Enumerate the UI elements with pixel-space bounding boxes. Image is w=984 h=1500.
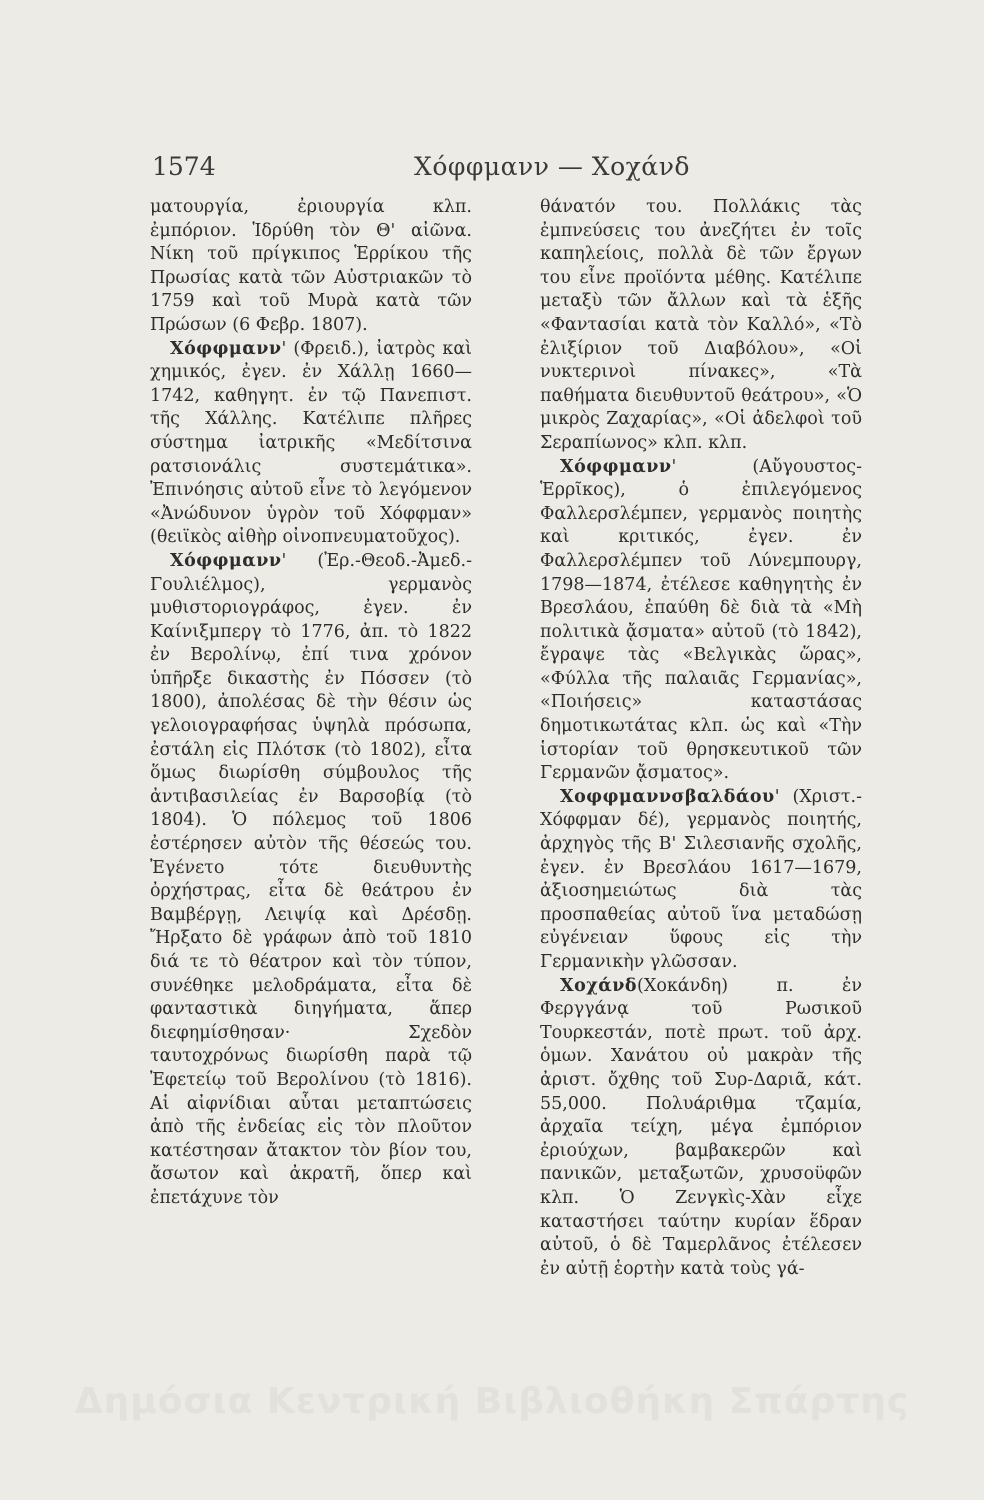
left-column bbox=[150, 196, 472, 1211]
entry-headword: Χοχάνδ bbox=[560, 975, 638, 996]
entry-hoffmann-eta: Χόφφμανν' (Ἐρ.-Θεοδ.-Ἀμεδ.-Γουλιέλμος), γερμανὸς μυθιστοριογράφος, ἐγεν. ἐν Καίνιξμπεργ τὸ 1776, ἀπ. τὸ 1822 ἐν Βερολίνῳ, ἐπί τινα χρόνον ὑπῆρξε δικαστὴς ἐν Πόσσεν (τὸ 1800), ἀπολέσας δὲ τὴν θέσιν ὡς γελοιογραφήσας ὑψηλὰ πρόσωπα, ἐστάλη εἰς Πλότσκ (τὸ 1802), εἶτα ὅμως διωρίσθη σύμβουλος τῆς ἀντιβασιλείας ἐν Βαρσοβίᾳ (τὸ 1804). Ὁ πόλεμος τοῦ 1806 ἐστέρησεν αὐτὸν τῆς θέσεώς του. Ἐγένετο τότε διευθυντὴς ὀρχήστρας, εἶτα δὲ θεάτρου ἐν Βαμβέργῃ, Λειψίᾳ καὶ Δρέσδῃ. Ἤρξατο δὲ γράφων ἀπὸ τοῦ 1810 διά τε τὸ θέατρον καὶ τὸν τύπον, συνέθηκε μελοδράματα, εἶτα δὲ φανταστικὰ διηγήματα, ἅπερ διεφημίσθησαν· Σχεδὸν ταυτοχρόνως διωρίσθη παρὰ τῷ Ἐφετείῳ τοῦ Βερολίνου (τὸ 1816). Αἱ αἰφνίδιαι αὗται μεταπτώσεις ἀπὸ τῆς ἐνδείας εἰς τὸν πλοῦτον κατέστησαν ἄτακτον τὸν βίον του, ἄσωτον καὶ ἀκρατῆ, ὅπερ καὶ ἐπετάχυνε τὸν bbox=[150, 550, 472, 1208]
entry-text: (Φρειδ.), ἰατρὸς καὶ χημικός, ἐγεν. ἐν Χάλλῃ 1660—1742, καθηγητ. ἐν τῷ Πανεπιστ. τῆς Χάλλης. Κατέλιπε πλῆρες σύστημα ἰατρικῆς «Μεδίτσινα ρατσιονάλις συστεμάτικα». Ἐπινόησις αὐτοῦ εἶνε τὸ λεγόμενον «Ἀνώδυνον ὑγρὸν τοῦ Χόφφμαν» (θειϊκὸς αἰθὴρ οἰνοπνευματοῦχος). bbox=[150, 338, 473, 548]
entry-khokand bbox=[540, 975, 862, 1282]
entry-headword: Χόφφμανν bbox=[170, 550, 282, 571]
entry-continuation: ματουργία, ἐριουργία κλπ. ἐμπόριον. Ἱδρύθη τὸν Θ' αἰῶνα. Νίκη τοῦ πρίγκιπος Ἑρρίκου τῆς Πρωσίας κατὰ τῶν Αὐστριακῶν τὸ 1759 καὶ τοῦ Μυρὰ κατὰ τῶν Πρώσων (6 Φεβρ. 1807). bbox=[150, 197, 472, 335]
entry-text: (Χριστ.-Χόφφμαν δέ), γερμανὸς ποιητής, ἀρχηγὸς τῆς Β' Σιλεσιανῆς σχολῆς, ἐγεν. ἐν Βρεσλάου 1617—1679, ἀξιοσημειώτως διὰ τὰς προσπαθείας αὐτοῦ ἵνα μεταδώσῃ εὐγένειαν ὕφους εἰς τὴν Γερμανικὴν γλῶσσαν. bbox=[540, 786, 862, 972]
entry-headword: Χόφφμανν bbox=[560, 456, 672, 477]
entry-text: (Ἐρ.-Θεοδ.-Ἀμεδ.-Γουλιέλμος), γερμανὸς μυθιστοριογράφος, ἐγεν. ἐν Καίνιξμπεργ τὸ 1776, ἀπ. τὸ 1822 ἐν Βερολίνῳ, ἐπί τινα χρόνον ὑπῆρξε δικαστὴς ἐν Πόσσεν (τὸ 1800), ἀπολέσας δὲ τὴν θέσιν ὡς γελοιογραφήσας ὑψηλὰ πρόσωπα, ἐστάλη εἰς Πλότσκ (τὸ 1802), εἶτα ὅμως διωρίσθη σύμβουλος τῆς ἀντιβασιλείας ἐν Βαρσοβίᾳ (τὸ 1804). Ὁ πόλεμος τοῦ 1806 ἐστέρησεν αὐτὸν τῆς θέσεώς του. Ἐγένετο τότε διευθυντὴς ὀρχήστρας, εἶτα δὲ θεάτρου ἐν Βαμβέργῃ, Λειψίᾳ καὶ Δρέσδῃ. Ἤρξατο δὲ γράφων ἀπὸ τοῦ 1810 διά τε τὸ θέατρον καὶ τὸν τύπον, συνέθηκε μελοδράματα, εἶτα δὲ φανταστικὰ διηγήματα, ἅπερ διεφημίσθησαν· Σχεδὸν ταυτοχρόνως διωρίσθη παρὰ τῷ Ἐφετείῳ τοῦ Βερολίνου (τὸ 1816). Αἱ αἰφνίδιαι αὗται μεταπτώσεις ἀπὸ τῆς ἐνδείας εἰς τὸν πλοῦτον κατέστησαν ἄτακτον τὸν βίον του, ἄσωτον καὶ ἀκρατῆ, ὅπερ καὶ ἐπετάχυνε τὸν bbox=[150, 550, 472, 1208]
library-watermark: Δημόσια Κεντρική Βιβλιοθήκη Σπάρτης bbox=[74, 1381, 910, 1422]
entry-headword: Χοφφμαννσβαλδάου bbox=[560, 786, 775, 807]
entry-hoffmann-fallersleben: Χόφφμανν' (Αὔγουστος-Ἑρρῖκος), ὁ ἐπιλεγόμενος Φαλλερσλέμπεν, γερμανὸς ποιητὴς καὶ κριτικός, ἐγεν. ἐν Φαλλερσλέμπεν τοῦ Λύνεμπουργ, 1798—1874, ἐτέλεσε καθηγητὴς ἐν Βρεσλάου, ἐπαύθη δὲ διὰ τὰ «Μὴ πολιτικὰ ᾄσματα» αὐτοῦ (τὸ 1842), ἔγραψε τὰς «Βελγικὰς ὥρας», «Φύλλα τῆς παλαιᾶς Γερμανίας», «Ποιήσεις» καταστάσας δημοτικωτάτας κλπ. ὡς καὶ «Τὴν ἱστορίαν τοῦ θρησκευτικοῦ τῶν Γερμανῶν ᾄσματος». bbox=[540, 456, 862, 784]
entry-hoffmannswaldau: Χοφφμαννσβαλδάου' (Χριστ.-Χόφφμαν δέ), γερμανὸς ποιητής, ἀρχηγὸς τῆς Β' Σιλεσιανῆς σχολῆς, ἐγεν. ἐν Βρεσλάου 1617—1679, ἀξιοσημειώτως διὰ τὰς προσπαθείας αὐτοῦ ἵνα μεταδώσῃ εὐγένειαν ὕφους εἰς τὴν Γερμανικὴν γλῶσσαν. bbox=[540, 786, 862, 972]
entry-headword: Χόφφμανν bbox=[170, 338, 282, 359]
entry-continuation: θάνατόν του. Πολλάκις τὰς ἐμπνεύσεις του ἀνεζήτει ἐν τοῖς καπηλείοις, πολλὰ δὲ τῶν ἔργων του εἶνε προϊόντα μέθης. Κατέλιπε μεταξὺ τῶν ἄλλων καὶ τὰ ἑξῆς «Φαντασίαι κατὰ τὸν Καλλό», «Τὸ ἐλιξίριον τοῦ Διαβόλου», «Οἱ νυκτερινοὶ πίνακες», «Τὰ παθήματα διευθυντοῦ θεάτρου», «Ὁ μικρὸς Ζαχαρίας», «Οἱ ἀδελφοὶ τοῦ Σεραπίωνος» κλπ. κλπ. bbox=[540, 197, 862, 453]
right-column bbox=[540, 196, 862, 1281]
entry-text: (Αὔγουστος-Ἑρρῖκος), ὁ ἐπιλεγόμενος Φαλλερσλέμπεν, γερμανὸς ποιητὴς καὶ κριτικός, ἐγεν. ἐν Φαλλερσλέμπεν τοῦ Λύνεμπουργ, 1798—1874, ἐτέλεσε καθηγητὴς ἐν Βρεσλάου, ἐπαύθη δὲ διὰ τὰ «Μὴ πολιτικὰ ᾄσματα» αὐτοῦ (τὸ 1842), ἔγραψε τὰς «Βελγικὰς ὥρας», «Φύλλα τῆς παλαιᾶς Γερμανίας», «Ποιήσεις» καταστάσας δημοτικωτάτας κλπ. ὡς καὶ «Τὴν ἱστορίαν τοῦ θρησκευτικοῦ τῶν Γερμανῶν ᾄσματος». bbox=[540, 456, 862, 784]
entry-text: (Χοκάνδη) π. ἐν Φεργγάνᾳ τοῦ Ρωσικοῦ Τουρκεστάν, ποτὲ πρωτ. τοῦ ἀρχ. ὁμων. Χανάτου οὐ μακρὰν τῆς ἀριστ. ὄχθης τοῦ Συρ-Δαριᾶ, κάτ. 55,000. Πολυάριθμα τζαμία, ἀρχαῖα τείχη, μέγα ἐμπόριον ἐριούχων, βαμβακερῶν καὶ πανικῶν, μεταξωτῶν, χρυσοϋφῶν κλπ. Ὁ Ζενγκὶς-Χὰν εἶχε καταστήσει ταύτην κυρίαν ἕδραν αὐτοῦ, ὁ δὲ Ταμερλᾶνος ἐτέλεσεν ἐν αὐτῇ ἑορτὴν κατὰ τοὺς γά- bbox=[540, 975, 862, 1279]
running-title: Χόφφμανν — Χοχάνδ bbox=[414, 152, 690, 181]
entry-hoffmann-friedrich: Χόφφμανν' (Φρειδ.), ἰατρὸς καὶ χημικός, ἐγεν. ἐν Χάλλῃ 1660—1742, καθηγητ. ἐν τῷ Πανεπιστ. τῆς Χάλλης. Κατέλιπε πλῆρες σύστημα ἰατρικῆς «Μεδίτσινα ρατσιονάλις συστεμάτικα». Ἐπινόησις αὐτοῦ εἶνε τὸ λεγόμενον «Ἀνώδυνον ὑγρὸν τοῦ Χόφφμαν» (θειϊκὸς αἰθὴρ οἰνοπνευματοῦχος). bbox=[150, 338, 473, 548]
page-number: 1574 bbox=[152, 152, 216, 181]
page-header bbox=[152, 152, 812, 181]
